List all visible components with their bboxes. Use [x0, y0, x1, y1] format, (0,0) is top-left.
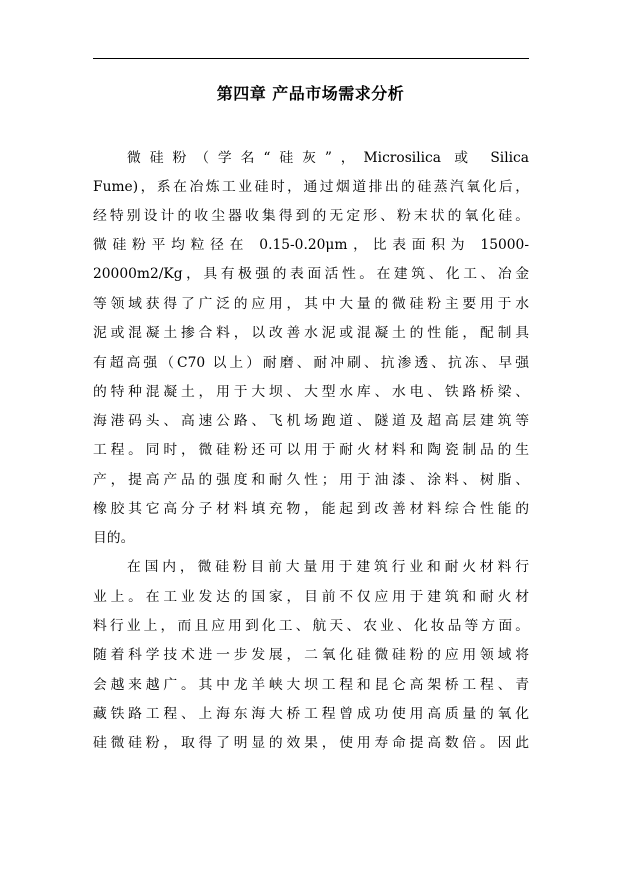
- paragraph-1-line: 产，提高产品的强度和耐久性；用于油漆、涂料、树脂、: [93, 472, 529, 488]
- paragraph-1-line: 微硅粉（学名“硅灰”，Microsilica 或 Silica: [127, 150, 529, 166]
- paragraph-1-line: 泥或混凝土掺合料，以改善水泥或混凝土的性能，配制具: [93, 325, 529, 341]
- paragraph-1-line: Fume)，系在冶炼工业硅时，通过烟道排出的硅蒸汽氧化后，: [93, 179, 529, 195]
- paragraph-1-line: 目的。: [93, 530, 135, 546]
- chapter-title: 第四章 产品市场需求分析: [216, 84, 405, 103]
- paragraph-1-line: 经特别设计的收尘器收集得到的无定形、粉末状的氧化硅。: [93, 208, 529, 224]
- paragraph-1-line: 等领域获得了广泛的应用，其中大量的微硅粉主要用于水: [93, 296, 529, 312]
- paragraph-1-line: 20000m2/Kg，具有极强的表面活性。在建筑、化工、冶金: [93, 266, 529, 282]
- paragraph-1-line: 橡胶其它高分子材料填充物，能起到改善材料综合性能的: [93, 501, 529, 517]
- header-rule: [93, 58, 529, 59]
- paragraph-2-line: 料行业上，而且应用到化工、航天、农业、化妆品等方面。: [93, 618, 529, 634]
- paragraph-1-line: 海港码头、高速公路、飞机场跑道、隧道及超高层建筑等: [93, 413, 529, 429]
- paragraph-2-line: 硅微硅粉，取得了明显的效果，使用寿命提高数倍。因此: [93, 735, 529, 751]
- paragraph-1-line: 微硅粉平均粒径在 0.15-0.20μm，比表面积为 15000-: [93, 237, 529, 253]
- paragraph-1-line: 有超高强（C70 以上）耐磨、耐冲刷、抗渗透、抗冻、早强: [93, 355, 529, 371]
- paragraph-1-line: 的特种混凝土，用于大坝、大型水库、水电、铁路桥梁、: [93, 384, 529, 400]
- paragraph-2-line: 藏铁路工程、上海东海大桥工程曾成功使用高质量的氧化: [93, 706, 529, 722]
- paragraph-1-line: 工程。同时，微硅粉还可以用于耐火材料和陶瓷制品的生: [93, 442, 529, 458]
- paragraph-2-line: 随着科学技术进一步发展，二氧化硅微硅粉的应用领域将: [93, 647, 529, 663]
- paragraph-2-line: 会越来越广。其中龙羊峡大坝工程和昆仑高架桥工程、青: [93, 677, 529, 693]
- paragraph-2-line: 业上。在工业发达的国家，目前不仅应用于建筑和耐火材: [93, 589, 529, 605]
- paragraph-2-line: 在国内，微硅粉目前大量用于建筑行业和耐火材料行: [127, 559, 529, 575]
